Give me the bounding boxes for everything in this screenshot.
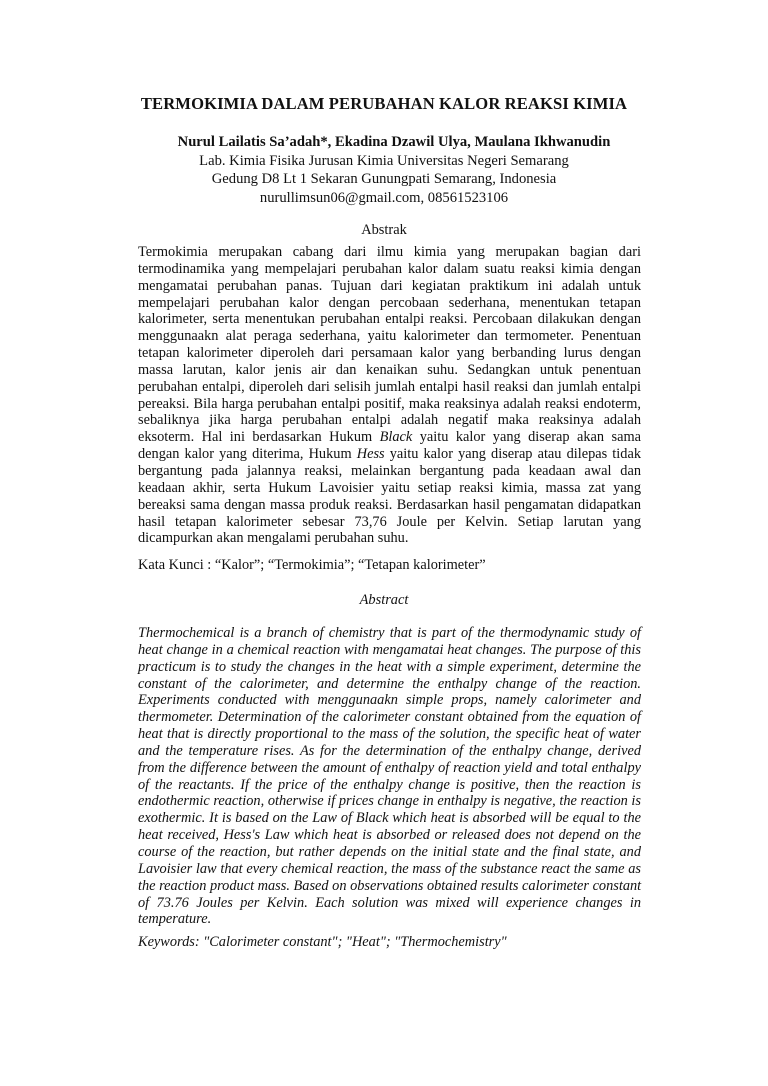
abstrak-line: kalorimeter, serta menentukan perubahan entalpi reaksi. Percobaan dilakukan dengan bbox=[138, 311, 641, 328]
abstract-line: of 73.76 Joules per Kelvin. Each solution was mixed will experience changes in bbox=[138, 894, 641, 911]
abstrak-line: perubahan entalpi, diperoleh dari selisih jumlah entalpi hasil reaksi dan jumlah entalpi bbox=[138, 378, 641, 395]
abstract-line: heat that is directly proportional to the mass of the solution, the specific heat of water bbox=[138, 726, 641, 743]
abstrak-line: termodinamika yang mempelajari perubahan kalor dalam suatu reaksi kimia dengan bbox=[138, 260, 641, 277]
author-block bbox=[0, 133, 768, 207]
abstract-line: heat received, Hess's Law which heat is absorbed or released does not depend on the bbox=[138, 827, 641, 844]
abstract-line: Thermochemical is a branch of chemistry that is part of the thermodynamic study of bbox=[138, 625, 641, 641]
abstract-line: thermometer. Determination of the calorimeter constant obtained from the equation of bbox=[138, 709, 641, 726]
keywords: Keywords: "Calorimeter constant"; "Heat"; "Thermochemistry" bbox=[138, 934, 507, 950]
abstrak-line: bergantung pada jalannya reaksi, melainkan bergantung pada keadaan awal dan bbox=[138, 462, 641, 479]
abstrak-line: hasil tetapan kalorimeter sebesar 73,76 Joule per Kelvin. Setiap larutan yang bbox=[138, 513, 641, 530]
abstrak-line: massa larutan, kalor jenis air dan kenaikan suhu. Sedangkan untuk penentuan bbox=[138, 361, 641, 378]
abstrak-paragraph bbox=[138, 244, 641, 547]
abstract-line: course of the reaction, but rather depends on the initial state and the final state, and bbox=[138, 843, 641, 860]
abstract-line: heat change in a chemical reaction with mengamatai heat changes. The purpose of this bbox=[138, 641, 641, 658]
abstrak-line: dengan kalor yang diterima, Hukum Hess yaitu kalor yang diserap atau dilepas tidak bbox=[138, 446, 641, 463]
abstrak-line: menggunaakn alat peraga sederhana, yaitu kalorimeter dan termometer. Penentuan bbox=[138, 328, 641, 345]
abstrak-line: eksoterm. Hal ini berdasarkan Hukum Black yaitu kalor yang diserap akan sama bbox=[138, 429, 641, 446]
address: Gedung D8 Lt 1 Sekaran Gunungpati Semarang, Indonesia bbox=[211, 171, 557, 187]
abstrak-line: mengamatai perubahan panas. Tujuan dari kegiatan praktikum ini adalah untuk bbox=[138, 277, 641, 294]
abstrak-line: bereaksi sama dengan massa produk reaksi. Berdasarkan hasil pengamatan didapatkan bbox=[138, 496, 641, 513]
abstract-line: exothermic. It is based on the Law of Black which heat is absorbed will be equal to the bbox=[138, 810, 641, 827]
abstrak-line: mempelajari perubahan kalor dengan percobaan sederhana, menentukan tetapan bbox=[138, 294, 641, 311]
abstrak-line: dicampurkan akan mengalami perubahan suhu. bbox=[138, 530, 409, 547]
abstract-line: and the temperature rises. As for the determination of the enthalpy change, derived bbox=[138, 742, 641, 759]
abstract-line: endothermic reaction, otherwise if prices change in enthalpy is negative, the reaction is bbox=[138, 793, 641, 810]
abstract-line: Lavoisier law that every chemical reaction, the mass of the substance react the same as bbox=[138, 860, 641, 877]
abstract-line: of the reactants. If the price of the enthalpy change is positive, then the reaction is bbox=[138, 776, 641, 793]
abstract-line: temperature. bbox=[138, 911, 212, 928]
abstrak-line: sebaliknya jika harga perubahan entalpi adalah negatif maka reaksinya adalah bbox=[138, 412, 641, 429]
abstract-line: practicum is to study the changes in the heat with a simple experiment, determine the bbox=[138, 658, 641, 675]
abstract-heading: Abstract bbox=[359, 592, 409, 608]
abstrak-line: keadaan akhir, serta Hukum Lavoisier yaitu setiap reaksi kimia, massa zat yang bbox=[138, 479, 641, 496]
abstrak-line: tetapan kalorimeter diperoleh dari persamaan kalor yang berbanding lurus dengan bbox=[138, 345, 641, 362]
affiliation: Lab. Kimia Fisika Jurusan Kimia Universitas Negeri Semarang bbox=[199, 152, 569, 169]
abstract-line: constant of the calorimeter, and determine the enthalpy change of the reaction. bbox=[138, 675, 641, 692]
abstract-paragraph bbox=[138, 625, 641, 928]
abstract-line: Experiments conducted with menggunaakn simple props, namely calorimeter and bbox=[138, 692, 641, 709]
abstrak-line: pereaksi. Bila harga perubahan entalpi positif, maka reaksinya adalah reaksi endoterm, bbox=[138, 395, 641, 412]
contact-info: nurullimsun06@gmail.com, 08561523106 bbox=[259, 189, 509, 206]
kata-kunci: Kata Kunci : “Kalor”; “Termokimia”; “Tetapan kalorimeter” bbox=[138, 557, 486, 573]
abstrak-line: Termokimia merupakan cabang dari ilmu kimia yang merupakan bagian dari bbox=[138, 244, 641, 260]
abstrak-heading: Abstrak bbox=[361, 222, 407, 238]
abstract-line: from the difference between the amount of enthalpy of reaction yield and total enthalpy bbox=[138, 759, 641, 776]
paper-title: TERMOKIMIA DALAM PERUBAHAN KALOR REAKSI KIMIA bbox=[140, 94, 628, 113]
abstract-line: the reaction product mass. Based on observations obtained results calorimeter constant bbox=[138, 877, 642, 894]
author-list: Nurul Lailatis Sa’adah*, Ekadina Dzawil Ulya, Maulana Ikhwanudin bbox=[177, 134, 611, 150]
